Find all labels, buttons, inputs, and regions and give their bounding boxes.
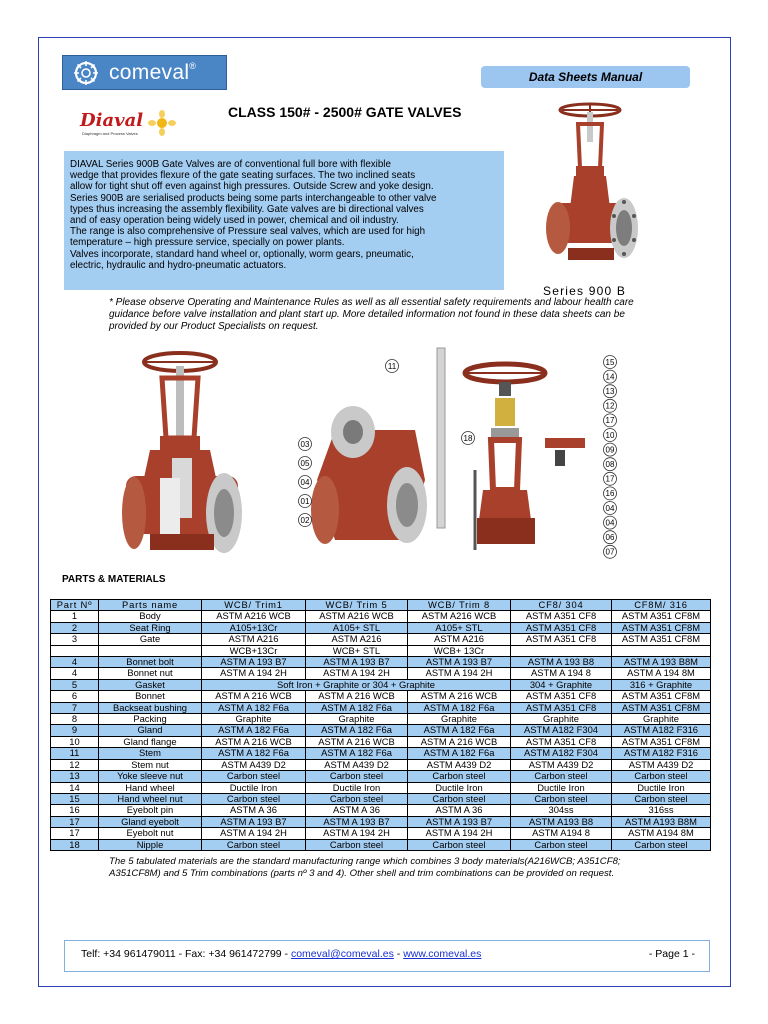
table-row [51, 657, 711, 668]
table-cell: 3 [51, 634, 99, 645]
table-cell: 10 [51, 736, 99, 747]
table-cell: ASTM A 216 WCB [408, 691, 511, 702]
table-cell: ASTM A 182 F6a [408, 725, 511, 736]
table-cell: ASTM A 194 2H [408, 828, 511, 839]
table-cell: ASTM A 194 2H [408, 668, 511, 679]
table-cell: Carbon steel [612, 771, 711, 782]
page-footer [64, 940, 710, 972]
table-cell: ASTM A351 CF8M [612, 702, 711, 713]
parts-materials-heading: PARTS & MATERIALS [62, 574, 166, 585]
table-row [51, 839, 711, 850]
callout-number-right: 07 [605, 547, 615, 557]
table-cell: ASTM A351 CF8 [511, 691, 612, 702]
intro-line: allow for tight shut off even against high pressures. Outside Screw and yoke design. [70, 181, 434, 193]
table-cell: WCB+13Cr [202, 645, 306, 656]
table-row [51, 736, 711, 747]
table-cell: ASTM A194 8 [511, 828, 612, 839]
table-row [51, 622, 711, 633]
table-row [51, 634, 711, 645]
callout-number-right: 17 [605, 474, 615, 484]
table-cell: ASTM A182 F304 [511, 725, 612, 736]
table-cell: 4 [51, 668, 99, 679]
table-row [51, 668, 711, 679]
table-cell: A105+13Cr [202, 622, 306, 633]
column-header: WCB/ Trim1 [202, 600, 306, 611]
callout-number-left: 01 [300, 496, 310, 506]
table-cell: Yoke sleeve nut [99, 771, 202, 782]
table-row [51, 611, 711, 622]
table-cell: ASTM A 182 F6a [306, 725, 408, 736]
table-cell: ASTM A182 F316 [612, 748, 711, 759]
table-row [51, 748, 711, 759]
table-cell: ASTM A216 WCB [202, 611, 306, 622]
website-link[interactable]: www.comeval.es [403, 948, 482, 960]
callout-number-left: 04 [300, 477, 310, 487]
table-footnote: The 5 tabulated materials are the standard manufacturing range which combines 3 body materials(A216WCB; A351CF8; A351CF8M) and 5 Trim combinations (parts nº 3 and 4). Other shell and trim combinations can be provided on request. [109, 856, 621, 879]
table-cell: WCB+ 13Cr [408, 645, 511, 656]
table-cell: 17 [51, 816, 99, 827]
table-cell: ASTM A 194 8 [511, 668, 612, 679]
callout-number-left: 03 [300, 439, 310, 449]
table-cell: ASTM A439 D2 [202, 759, 306, 770]
table-cell: A105+ STL [306, 622, 408, 633]
table-cell: 11 [51, 748, 99, 759]
callout-labels [290, 350, 630, 578]
table-cell [51, 645, 99, 656]
table-cell: ASTM A351 CF8M [612, 691, 711, 702]
table-cell: ASTM A 193 B7 [306, 657, 408, 668]
table-cell [612, 645, 711, 656]
table-cell: ASTM A 182 F6a [306, 748, 408, 759]
table-cell: A105+ STL [408, 622, 511, 633]
callout-number-right: 17 [605, 416, 615, 426]
safety-notice: * Please observe Operating and Maintenance Rules as well as all essential safety requirements and labour health care guidance before valve installation and plant start up. More detailed information not found in these data sheets can be provided by our Product Specialists on request. [109, 297, 634, 332]
table-cell: Carbon steel [612, 793, 711, 804]
table-cell: Body [99, 611, 202, 622]
table-cell: ASTM A216 WCB [408, 611, 511, 622]
table-cell: Gland eyebolt [99, 816, 202, 827]
table-cell: ASTM A 182 F6a [202, 748, 306, 759]
table-cell: ASTM A 193 B8 [511, 657, 612, 668]
table-cell: ASTM A351 CF8 [511, 611, 612, 622]
table-cell: Graphite [511, 714, 612, 725]
table-cell: 16 [51, 805, 99, 816]
table-cell: ASTM A 193 B7 [408, 657, 511, 668]
callout-number-right: 10 [605, 430, 615, 440]
table-row [51, 725, 711, 736]
table-cell [99, 645, 202, 656]
table-cell: Carbon steel [202, 839, 306, 850]
table-cell: ASTM A193 B8M [612, 816, 711, 827]
page-title: CLASS 150# - 2500# GATE VALVES [228, 104, 462, 120]
table-cell: Eyebolt pin [99, 805, 202, 816]
table-cell: Packing [99, 714, 202, 725]
table-cell: Bonnet nut [99, 668, 202, 679]
table-cell: ASTM A 194 2H [202, 828, 306, 839]
column-header: CF8M/ 316 [612, 600, 711, 611]
series-label: Series 900 B [543, 284, 627, 298]
table-row [51, 793, 711, 804]
table-cell: Ductile Iron [511, 782, 612, 793]
column-header: Parts name [99, 600, 202, 611]
table-cell: Graphite [408, 714, 511, 725]
table-cell: ASTM A 182 F6a [202, 725, 306, 736]
table-cell: Graphite [306, 714, 408, 725]
table-cell: 12 [51, 759, 99, 770]
table-cell: 316ss [612, 805, 711, 816]
table-cell: 2 [51, 622, 99, 633]
footer-separator: - [393, 948, 404, 960]
callout-number-right: 13 [605, 387, 615, 396]
table-cell: Carbon steel [408, 839, 511, 850]
column-header: WCB/ Trim 8 [408, 600, 511, 611]
table-cell: ASTM A439 D2 [306, 759, 408, 770]
table-cell: ASTM A 193 B7 [408, 816, 511, 827]
table-cell: ASTM A 216 WCB [306, 736, 408, 747]
table-cell: ASTM A216 WCB [306, 611, 408, 622]
table-header-row [51, 600, 711, 611]
table-row [51, 771, 711, 782]
intro-line: types thus increasing the assembly flexibility. Gate valves are bi directional valves [70, 203, 424, 215]
table-cell: Ductile Iron [202, 782, 306, 793]
table-cell: ASTM A351 CF8M [612, 736, 711, 747]
table-cell: Graphite [612, 714, 711, 725]
table-cell: ASTM A 194 2H [306, 668, 408, 679]
table-cell: Ductile Iron [612, 782, 711, 793]
table-cell: ASTM A 216 WCB [306, 691, 408, 702]
table-cell: 15 [51, 793, 99, 804]
table-cell: ASTM A439 D2 [408, 759, 511, 770]
table-cell: 4 [51, 657, 99, 668]
table-cell: ASTM A194 8M [612, 828, 711, 839]
intro-line: wedge that provides flexure of the gate seating surfaces. The two inclined seats [70, 170, 416, 182]
table-row [51, 782, 711, 793]
table-cell: 316 + Graphite [612, 679, 711, 690]
table-row [51, 714, 711, 725]
table-cell: 18 [51, 839, 99, 850]
brand-mark: ® [189, 61, 197, 71]
table-cell: Carbon steel [408, 771, 511, 782]
table-cell: Soft Iron + Graphite or 304 + Graphite [202, 679, 511, 690]
callout-number-right: 04 [605, 503, 615, 513]
callout-number-top: 11 [387, 361, 397, 371]
table-cell: Carbon steel [202, 793, 306, 804]
diaval-flower-icon [146, 110, 178, 136]
table-cell: Hand wheel [99, 782, 202, 793]
table-cell: 304ss [511, 805, 612, 816]
table-cell: 9 [51, 725, 99, 736]
table-row [51, 645, 711, 656]
callout-number-top: 18 [463, 433, 473, 443]
table-row [51, 816, 711, 827]
table-row [51, 805, 711, 816]
manual-tab [481, 66, 690, 88]
table-cell: Gasket [99, 679, 202, 690]
table-cell: Carbon steel [306, 793, 408, 804]
diaval-wordmark: Diaval [80, 110, 144, 131]
table-cell: 304 + Graphite [511, 679, 612, 690]
diaval-logo [80, 110, 180, 142]
table-cell: Carbon steel [306, 839, 408, 850]
table-cell: Carbon steel [408, 793, 511, 804]
intro-line: Valves incorporate, standard hand wheel or, optionally, worm gears, pneumatic, [70, 248, 414, 260]
intro-line: The range is also comprehensive of Pressure seal valves, which are used for high [70, 226, 426, 238]
table-cell: Eyebolt nut [99, 828, 202, 839]
table-cell: ASTM A 193 B7 [306, 816, 408, 827]
table-cell: ASTM A351 CF8M [612, 611, 711, 622]
table-cell: ASTM A351 CF8M [612, 622, 711, 633]
callout-number-right: 06 [605, 533, 615, 542]
table-cell: ASTM A 182 F6a [202, 702, 306, 713]
column-header: CF8/ 304 [511, 600, 612, 611]
table-cell: ASTM A351 CF8M [612, 634, 711, 645]
intro-line: and of easy operation being widely used in power, chemical and oil industry. [70, 215, 399, 227]
intro-line: Series 900B are serialised products being some parts interchangeable to other valve [70, 192, 437, 204]
table-cell: Hand wheel nut [99, 793, 202, 804]
page-number: - Page 1 - [648, 948, 695, 960]
table-cell: ASTM A439 D2 [511, 759, 612, 770]
table-cell: ASTM A351 CF8 [511, 634, 612, 645]
table-cell: Seat Ring [99, 622, 202, 633]
table-cell: ASTM A216 [408, 634, 511, 645]
table-row [51, 828, 711, 839]
table-cell: 6 [51, 691, 99, 702]
table-cell: ASTM A351 CF8 [511, 702, 612, 713]
footer-contact [81, 948, 481, 960]
table-cell: Carbon steel [306, 771, 408, 782]
table-cell: Bonnet bolt [99, 657, 202, 668]
table-cell: ASTM A 216 WCB [202, 691, 306, 702]
table-cell: ASTM A 216 WCB [408, 736, 511, 747]
table-cell: ASTM A 194 2H [306, 828, 408, 839]
contact-phone-fax: Telf: +34 961479011 - Fax: +34 961472799 - [81, 948, 291, 960]
table-cell: Stem nut [99, 759, 202, 770]
table-cell: Nipple [99, 839, 202, 850]
column-header: WCB/ Trim 5 [306, 600, 408, 611]
table-row [51, 691, 711, 702]
table-cell: ASTM A 193 B8M [612, 657, 711, 668]
table-row [51, 702, 711, 713]
callout-number-left: 02 [300, 515, 310, 525]
table-cell: ASTM A 194 8M [612, 668, 711, 679]
table-cell [511, 645, 612, 656]
comeval-logo [62, 55, 227, 90]
email-link[interactable]: comeval@comeval.es [290, 948, 394, 960]
brand-name: comeval [109, 61, 190, 84]
table-cell: 5 [51, 679, 99, 690]
table-cell: Gland [99, 725, 202, 736]
table-row [51, 679, 711, 690]
diaval-tagline: Diaphragm and Process Valves [82, 131, 138, 136]
table-cell: ASTM A182 F304 [511, 748, 612, 759]
table-cell: ASTM A182 F316 [612, 725, 711, 736]
table-cell: ASTM A 182 F6a [306, 702, 408, 713]
table-cell: ASTM A 182 F6a [408, 702, 511, 713]
table-cell: WCB+ STL [306, 645, 408, 656]
intro-line: electric, hydraulic and hydro-pneumatic actuators. [70, 259, 287, 271]
callout-number-right: 08 [605, 460, 615, 469]
comeval-gear-icon [73, 60, 99, 86]
table-cell: ASTM A 36 [408, 805, 511, 816]
callout-number-right: 14 [605, 372, 615, 382]
table-cell: ASTM A 182 F6a [408, 748, 511, 759]
table-cell: 13 [51, 771, 99, 782]
table-cell: ASTM A439 D2 [612, 759, 711, 770]
column-header: Part Nº [51, 600, 99, 611]
table-cell: Ductile Iron [306, 782, 408, 793]
table-cell: Gland flange [99, 736, 202, 747]
table-cell: Gate [99, 634, 202, 645]
table-cell: ASTM A 193 B7 [202, 816, 306, 827]
table-cell: 14 [51, 782, 99, 793]
gate-valve-photo [540, 98, 640, 283]
callout-number-right: 15 [605, 357, 615, 367]
table-cell: Backseat bushing [99, 702, 202, 713]
table-cell: Graphite [202, 714, 306, 725]
table-cell: 7 [51, 702, 99, 713]
table-cell: Stem [99, 748, 202, 759]
table-cell: Carbon steel [511, 793, 612, 804]
table-cell: ASTM A351 CF8 [511, 736, 612, 747]
intro-line: temperature – high pressure service, specially on power plants. [70, 237, 345, 249]
table-cell: ASTM A216 [202, 634, 306, 645]
table-cell: Bonnet [99, 691, 202, 702]
intro-line: DIAVAL Series 900B Gate Valves are of conventional full bore with flexible [70, 159, 391, 170]
table-cell: ASTM A 194 2H [202, 668, 306, 679]
intro-box [64, 151, 504, 290]
callout-number-right: 04 [605, 518, 615, 528]
table-cell: 17 [51, 828, 99, 839]
table-cell: ASTM A193 B8 [511, 816, 612, 827]
table-cell: Carbon steel [511, 839, 612, 850]
table-cell: Carbon steel [202, 771, 306, 782]
cutaway-valve-illustration [120, 348, 245, 576]
table-cell: ASTM A 36 [202, 805, 306, 816]
table-cell: 1 [51, 611, 99, 622]
table-row [51, 759, 711, 770]
table-cell: Ductile Iron [408, 782, 511, 793]
table-cell: ASTM A 216 WCB [202, 736, 306, 747]
callout-number-left: 05 [300, 458, 310, 468]
manual-label: Data Sheets Manual [528, 70, 643, 84]
table-cell: ASTM A 193 B7 [202, 657, 306, 668]
table-cell: ASTM A216 [306, 634, 408, 645]
table-cell: Carbon steel [612, 839, 711, 850]
table-cell: ASTM A351 CF8 [511, 622, 612, 633]
table-cell: 8 [51, 714, 99, 725]
callout-number-right: 09 [605, 445, 615, 455]
callout-number-right: 12 [605, 401, 615, 411]
table-cell: Carbon steel [511, 771, 612, 782]
parts-materials-table [50, 599, 711, 851]
callout-number-right: 16 [605, 489, 615, 499]
table-cell: ASTM A 36 [306, 805, 408, 816]
